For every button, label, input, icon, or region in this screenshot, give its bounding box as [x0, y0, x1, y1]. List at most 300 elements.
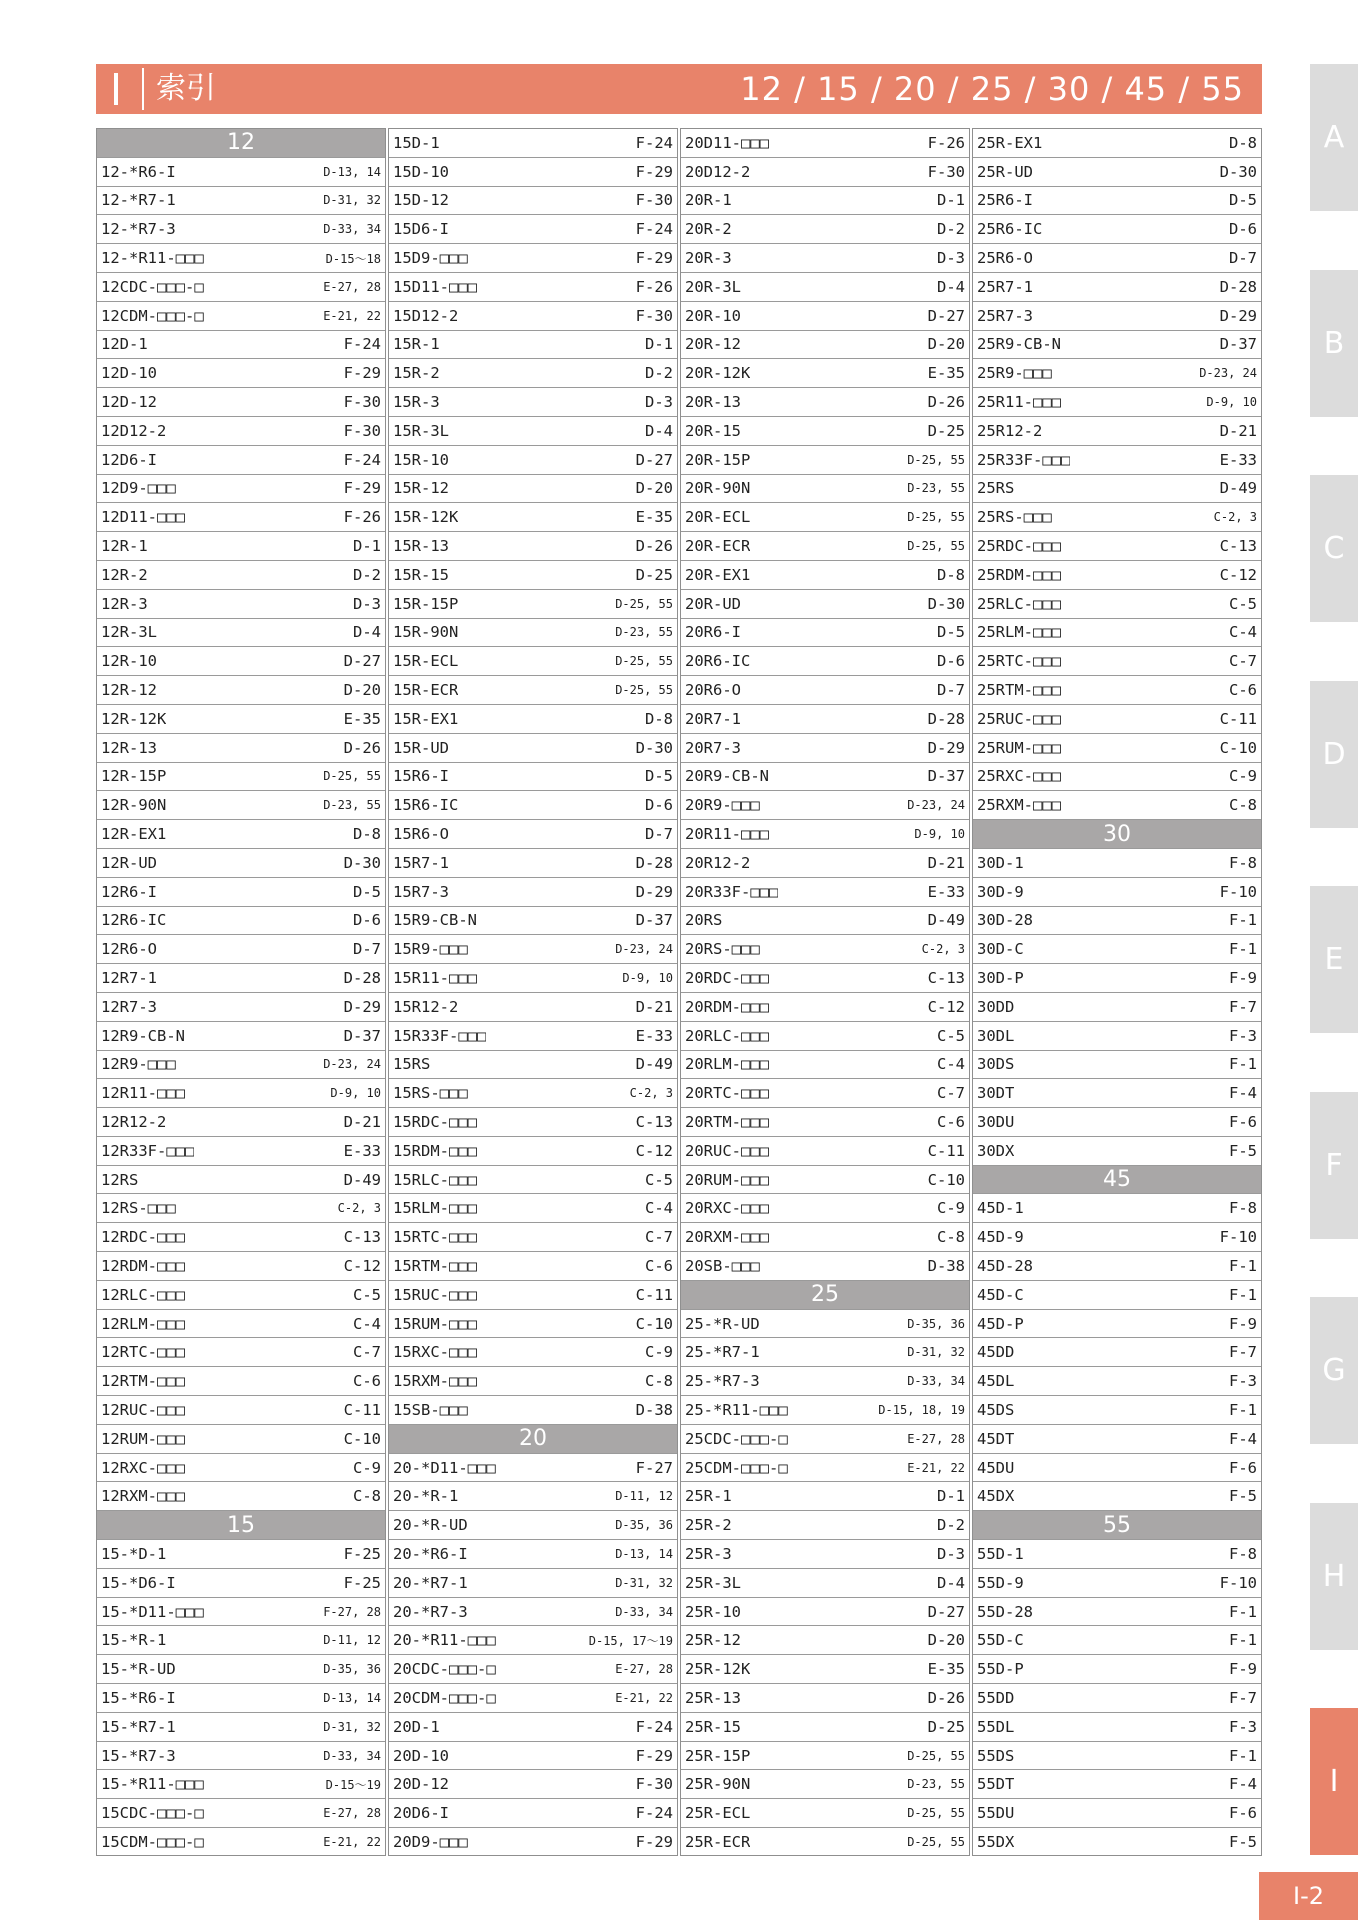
entry-model: 30DU [977, 1112, 1015, 1131]
entry-model: 25RS [977, 479, 1015, 498]
entry-page-ref: D-4 [937, 1573, 965, 1592]
entry-model: 25R-EX1 [977, 133, 1043, 152]
entry-model: 25CDC-□□□-□ [685, 1429, 788, 1448]
entry-page-ref: D-7 [1229, 249, 1257, 268]
entry-model: 12RUC-□□□ [101, 1400, 185, 1419]
entry-model: 12D11-□□□ [101, 508, 185, 527]
entry-page-ref: F-1 [1229, 1256, 1257, 1275]
index-entry [973, 215, 1261, 244]
entry-model: 15RUC-□□□ [393, 1285, 477, 1304]
entry-page-ref: D-29 [927, 738, 965, 757]
entry-page-ref: C-6 [1229, 681, 1257, 700]
index-entry [97, 244, 385, 273]
index-entry [681, 129, 969, 158]
index-entry [389, 1454, 677, 1483]
entry-model: 25R-15 [685, 1717, 741, 1736]
index-entry [97, 1252, 385, 1281]
entry-model: 15R-12K [393, 508, 459, 527]
entry-page-ref: D-28 [927, 709, 965, 728]
entry-model: 15R-13 [393, 537, 449, 556]
entry-page-ref: D-25 [635, 565, 673, 584]
index-entry [97, 1626, 385, 1655]
entry-model: 12R-EX1 [101, 825, 167, 844]
index-entry [389, 1310, 677, 1339]
entry-model: 12RXC-□□□ [101, 1458, 185, 1477]
index-entry [97, 1137, 385, 1166]
index-entry [97, 993, 385, 1022]
entry-model: 20-*R7-1 [393, 1573, 468, 1592]
entry-model: 12-*R6-I [101, 162, 176, 181]
entry-page-ref: F-10 [1219, 1228, 1257, 1247]
entry-page-ref: F-24 [635, 1804, 673, 1823]
index-entry [681, 417, 969, 446]
index-entry [97, 676, 385, 705]
index-entry [97, 1425, 385, 1454]
entry-model: 12D-12 [101, 393, 157, 412]
entry-page-ref: D-25, 55 [615, 654, 673, 669]
entry-page-ref: F-30 [343, 421, 381, 440]
entry-page-ref: F-7 [1229, 1688, 1257, 1707]
entry-model: 55DT [977, 1775, 1015, 1794]
index-entry [973, 1252, 1261, 1281]
index-entry [389, 215, 677, 244]
entry-page-ref: F-1 [1229, 1400, 1257, 1419]
entry-page-ref: D-15～19 [325, 1777, 381, 1792]
entry-model: 25RDM-□□□ [977, 565, 1061, 584]
entry-page-ref: C-10 [1219, 738, 1257, 757]
entry-page-ref: D-20 [343, 681, 381, 700]
index-entry [389, 1598, 677, 1627]
index-column [680, 128, 970, 1856]
entry-model: 15RDC-□□□ [393, 1112, 477, 1131]
entry-page-ref: D-38 [927, 1256, 965, 1275]
entry-model: 30DS [977, 1055, 1015, 1074]
entry-model: 15R-UD [393, 738, 449, 757]
entry-model: 20R33F-□□□ [685, 882, 779, 901]
entry-model: 15D11-□□□ [393, 277, 477, 296]
section-heading: 55 [973, 1511, 1261, 1540]
entry-page-ref: F-9 [1229, 969, 1257, 987]
entry-page-ref: F-4 [1229, 1775, 1257, 1794]
entry-page-ref: C-12 [635, 1141, 673, 1160]
entry-page-ref: D-28 [635, 853, 673, 872]
entry-page-ref: D-37 [927, 767, 965, 786]
entry-model: 25RXC-□□□ [977, 767, 1061, 786]
index-entry [681, 1770, 969, 1799]
entry-page-ref: C-13 [927, 969, 965, 987]
entry-model: 12R-12K [101, 709, 167, 728]
entry-page-ref: F-1 [1229, 1285, 1257, 1304]
index-entry [389, 561, 677, 590]
entry-page-ref: F-1 [1229, 1746, 1257, 1765]
entry-page-ref: C-11 [635, 1285, 673, 1304]
entry-model: 20-*R-UD [393, 1516, 468, 1535]
entry-model: 15R9-CB-N [393, 911, 477, 930]
section-heading: 25 [681, 1281, 969, 1310]
index-entry [389, 619, 677, 648]
entry-page-ref: D-49 [927, 911, 965, 930]
index-entry [97, 1569, 385, 1598]
entry-model: 25R-15P [685, 1746, 751, 1765]
index-entry [97, 1310, 385, 1339]
entry-page-ref: F-29 [635, 162, 673, 181]
index-entry [97, 158, 385, 187]
entry-page-ref: D-25, 55 [323, 769, 381, 784]
index-entry [973, 302, 1261, 331]
index-entry [681, 1454, 969, 1483]
entry-page-ref: D-2 [353, 565, 381, 584]
entry-model: 15D-1 [393, 133, 440, 152]
entry-model: 20D6-I [393, 1804, 449, 1823]
entry-page-ref: C-6 [937, 1112, 965, 1131]
entry-model: 20RS-□□□ [685, 940, 760, 959]
series-range: 12 / 15 / 20 / 25 / 30 / 45 / 55 [740, 70, 1244, 108]
index-table [96, 128, 1262, 1856]
entry-model: 12RXM-□□□ [101, 1487, 185, 1506]
tab-g[interactable]: G [1310, 1297, 1358, 1444]
entry-page-ref: E-27, 28 [615, 1662, 673, 1677]
entry-page-ref: C-10 [635, 1314, 673, 1333]
entry-page-ref: D-37 [635, 911, 673, 930]
entry-page-ref: D-9, 10 [330, 1086, 381, 1101]
entry-page-ref: F-7 [1229, 1343, 1257, 1362]
entry-page-ref: F-7 [1229, 997, 1257, 1016]
entry-page-ref: C-12 [1219, 565, 1257, 584]
tab-f[interactable]: F [1310, 1092, 1358, 1239]
entry-model: 20CDC-□□□-□ [393, 1660, 496, 1679]
entry-page-ref: D-4 [645, 421, 673, 440]
entry-page-ref: D-2 [937, 220, 965, 239]
entry-page-ref: D-33, 34 [323, 222, 381, 237]
entry-page-ref: D-29 [343, 997, 381, 1016]
index-entry [97, 331, 385, 360]
index-entry [389, 1051, 677, 1080]
index-entry [973, 273, 1261, 302]
entry-page-ref: D-6 [353, 911, 381, 930]
entry-model: 15-*R6-I [101, 1688, 176, 1707]
entry-page-ref: C-8 [937, 1228, 965, 1247]
entry-model: 45D-28 [977, 1256, 1033, 1275]
entry-model: 15R7-1 [393, 853, 449, 872]
index-entry [681, 1223, 969, 1252]
tab-a[interactable]: A [1310, 64, 1358, 211]
index-entry [973, 1194, 1261, 1223]
entry-model: 25RUC-□□□ [977, 709, 1061, 728]
entry-model: 25R-3L [685, 1573, 741, 1592]
index-entry [681, 1022, 969, 1051]
entry-page-ref: E-35 [927, 364, 965, 383]
index-entry [97, 705, 385, 734]
entry-model: 20CDM-□□□-□ [393, 1688, 496, 1707]
index-entry [97, 1770, 385, 1799]
index-entry [97, 561, 385, 590]
entry-page-ref: D-7 [645, 825, 673, 844]
index-entry [97, 1482, 385, 1511]
index-entry [973, 1396, 1261, 1425]
index-entry [97, 1713, 385, 1742]
index-entry [681, 1396, 969, 1425]
index-entry [389, 1482, 677, 1511]
entry-page-ref: D-11, 12 [323, 1633, 381, 1648]
entry-model: 12RDM-□□□ [101, 1256, 185, 1275]
index-entry [389, 331, 677, 360]
entry-page-ref: C-9 [645, 1343, 673, 1362]
entry-model: 30DX [977, 1141, 1015, 1160]
index-entry [389, 734, 677, 763]
entry-model: 15RTC-□□□ [393, 1228, 477, 1247]
entry-page-ref: D-11, 12 [615, 1489, 673, 1504]
entry-page-ref: C-13 [343, 1228, 381, 1247]
index-entry [389, 129, 677, 158]
index-entry [973, 647, 1261, 676]
index-entry [681, 244, 969, 273]
entry-page-ref: D-30 [635, 738, 673, 757]
entry-model: 20R6-IC [685, 652, 751, 671]
index-entry [389, 1338, 677, 1367]
tab-i[interactable]: I [1310, 1708, 1358, 1855]
tab-e[interactable]: E [1310, 886, 1358, 1033]
entry-page-ref: D-25 [927, 421, 965, 440]
index-entry [389, 676, 677, 705]
index-entry [389, 1223, 677, 1252]
entry-page-ref: E-33 [343, 1141, 381, 1160]
index-entry [389, 964, 677, 993]
index-entry [973, 1742, 1261, 1771]
index-entry [389, 849, 677, 878]
index-entry [681, 878, 969, 907]
index-entry [973, 475, 1261, 504]
index-entry [389, 503, 677, 532]
entry-model: 15RUM-□□□ [393, 1314, 477, 1333]
index-entry [973, 1223, 1261, 1252]
entry-page-ref: C-13 [1219, 537, 1257, 556]
tab-c[interactable]: C [1310, 475, 1358, 622]
entry-model: 55D-28 [977, 1602, 1033, 1621]
index-entry [973, 1828, 1261, 1857]
entry-page-ref: F-25 [343, 1544, 381, 1563]
entry-page-ref: F-30 [635, 306, 673, 325]
entry-model: 20RDC-□□□ [685, 969, 769, 987]
entry-page-ref: F-1 [1229, 1055, 1257, 1074]
index-entry [97, 734, 385, 763]
entry-page-ref: C-8 [1229, 796, 1257, 815]
entry-model: 15RDM-□□□ [393, 1141, 477, 1160]
entry-model: 20R7-1 [685, 709, 741, 728]
entry-page-ref: F-9 [1229, 1660, 1257, 1679]
tab-b[interactable]: B [1310, 270, 1358, 417]
entry-model: 20R-3L [685, 277, 741, 296]
entry-model: 45DL [977, 1372, 1015, 1391]
index-entry [389, 1079, 677, 1108]
index-entry [681, 388, 969, 417]
entry-model: 20SB-□□□ [685, 1256, 760, 1275]
entry-model: 15RS [393, 1055, 431, 1074]
index-entry [681, 1540, 969, 1569]
entry-page-ref: D-8 [937, 565, 965, 584]
index-entry [681, 158, 969, 187]
entry-model: 15R-3L [393, 421, 449, 440]
entry-model: 20R-15 [685, 421, 741, 440]
entry-model: 12R-10 [101, 652, 157, 671]
index-entry [973, 1770, 1261, 1799]
entry-model: 15R-15P [393, 594, 459, 613]
entry-page-ref: C-6 [353, 1372, 381, 1391]
index-entry [97, 1396, 385, 1425]
entry-page-ref: C-4 [937, 1055, 965, 1074]
index-entry [97, 1079, 385, 1108]
index-entry [389, 1022, 677, 1051]
entry-model: 20R-3 [685, 249, 732, 268]
entry-model: 20R-1 [685, 191, 732, 210]
entry-model: 45D-1 [977, 1199, 1024, 1218]
entry-page-ref: C-5 [353, 1285, 381, 1304]
entry-page-ref: E-21, 22 [907, 1460, 965, 1475]
index-entry [97, 1051, 385, 1080]
entry-page-ref: D-27 [343, 652, 381, 671]
index-entry [681, 1828, 969, 1857]
entry-model: 12R7-3 [101, 997, 157, 1016]
entry-page-ref: C-7 [645, 1228, 673, 1247]
index-entry [389, 993, 677, 1022]
entry-model: 20R12-2 [685, 853, 751, 872]
entry-page-ref: D-27 [927, 1602, 965, 1621]
entry-page-ref: D-9, 10 [914, 827, 965, 842]
entry-model: 12R-1 [101, 537, 148, 556]
index-entry [389, 1655, 677, 1684]
index-entry [973, 417, 1261, 446]
index-entry [681, 1425, 969, 1454]
entry-model: 20RUC-□□□ [685, 1141, 769, 1160]
entry-model: 25RS-□□□ [977, 508, 1052, 527]
index-entry [389, 647, 677, 676]
index-entry [973, 1310, 1261, 1339]
entry-model: 12R-15P [101, 767, 167, 786]
entry-model: 15R-ECL [393, 652, 459, 671]
entry-model: 20R-10 [685, 306, 741, 325]
entry-page-ref: D-5 [353, 882, 381, 901]
entry-page-ref: D-27 [927, 306, 965, 325]
entry-page-ref: F-6 [1229, 1804, 1257, 1823]
entry-model: 12R6-I [101, 882, 157, 901]
entry-page-ref: D-31, 32 [615, 1575, 673, 1590]
entry-page-ref: D-35, 36 [907, 1316, 965, 1331]
entry-model: 55DX [977, 1833, 1015, 1852]
index-entry [973, 244, 1261, 273]
entry-model: 15-*D6-I [101, 1573, 176, 1592]
entry-model: 20R-ECL [685, 508, 751, 527]
section-heading: 12 [97, 129, 385, 158]
entry-page-ref: F-26 [343, 508, 381, 527]
entry-model: 12R12-2 [101, 1112, 167, 1131]
entry-model: 25RXM-□□□ [977, 796, 1061, 815]
entry-page-ref: D-23, 55 [323, 798, 381, 813]
entry-page-ref: F-27 [635, 1458, 673, 1477]
entry-page-ref: D-26 [635, 537, 673, 556]
index-entry [681, 1742, 969, 1771]
entry-model: 12-*R7-3 [101, 220, 176, 239]
entry-model: 15R-1 [393, 335, 440, 354]
entry-model: 20-*D11-□□□ [393, 1458, 496, 1477]
index-entry [389, 1626, 677, 1655]
entry-model: 25R33F-□□□ [977, 450, 1071, 469]
entry-model: 20RS [685, 911, 723, 930]
entry-model: 15D-10 [393, 162, 449, 181]
tab-h[interactable]: H [1310, 1503, 1358, 1650]
entry-model: 45DS [977, 1400, 1015, 1419]
entry-model: 25R9-□□□ [977, 364, 1052, 383]
entry-page-ref: C-6 [645, 1256, 673, 1275]
entry-model: 15R7-3 [393, 882, 449, 901]
entry-model: 25RLC-□□□ [977, 594, 1061, 613]
entry-page-ref: D-6 [645, 796, 673, 815]
index-entry [97, 1194, 385, 1223]
index-entry [389, 244, 677, 273]
entry-page-ref: F-29 [635, 1746, 673, 1765]
index-entry [681, 1367, 969, 1396]
entry-page-ref: C-2, 3 [629, 1086, 673, 1101]
entry-page-ref: D-1 [937, 191, 965, 210]
entry-page-ref: F-1 [1229, 940, 1257, 959]
entry-page-ref: F-5 [1229, 1487, 1257, 1506]
index-entry [681, 475, 969, 504]
entry-page-ref: C-4 [353, 1314, 381, 1333]
entry-page-ref: D-25, 55 [615, 596, 673, 611]
entry-model: 25-*R7-1 [685, 1343, 760, 1362]
entry-page-ref: D-25, 55 [907, 1806, 965, 1821]
section-heading: 20 [389, 1425, 677, 1454]
index-entry [389, 1166, 677, 1195]
entry-page-ref: C-4 [1229, 623, 1257, 642]
entry-page-ref: D-33, 34 [323, 1748, 381, 1763]
entry-page-ref: D-31, 32 [323, 1719, 381, 1734]
index-entry [681, 187, 969, 216]
entry-page-ref: D-26 [927, 393, 965, 412]
index-entry [389, 1799, 677, 1828]
index-entry [681, 676, 969, 705]
entry-page-ref: D-30 [343, 853, 381, 872]
entry-model: 20D-10 [393, 1746, 449, 1765]
section-heading: 15 [97, 1511, 385, 1540]
index-entry [681, 1194, 969, 1223]
index-entry [681, 1166, 969, 1195]
entry-page-ref: D-21 [343, 1112, 381, 1131]
index-entry [389, 1137, 677, 1166]
entry-page-ref: F-9 [1229, 1314, 1257, 1333]
index-entry [973, 935, 1261, 964]
entry-page-ref: C-10 [927, 1170, 965, 1189]
entry-page-ref: D-33, 34 [615, 1604, 673, 1619]
entry-model: 12-*R7-1 [101, 191, 176, 210]
entry-model: 12R-3 [101, 594, 148, 613]
index-entry [973, 1799, 1261, 1828]
entry-model: 25R7-1 [977, 277, 1033, 296]
entry-page-ref: F-1 [1229, 1631, 1257, 1650]
entry-page-ref: D-25, 55 [907, 452, 965, 467]
entry-model: 25R6-O [977, 249, 1033, 268]
entry-model: 30D-P [977, 969, 1024, 987]
entry-model: 25R-10 [685, 1602, 741, 1621]
entry-page-ref: F-8 [1229, 1199, 1257, 1218]
entry-page-ref: F-26 [927, 133, 965, 152]
index-entry [97, 417, 385, 446]
entry-model: 25-*R7-3 [685, 1372, 760, 1391]
entry-page-ref: F-30 [343, 393, 381, 412]
section-heading: 45 [973, 1166, 1261, 1195]
entry-model: 45DT [977, 1429, 1015, 1448]
tab-d[interactable]: D [1310, 681, 1358, 828]
entry-model: 25R-2 [685, 1516, 732, 1535]
entry-page-ref: F-3 [1229, 1026, 1257, 1045]
